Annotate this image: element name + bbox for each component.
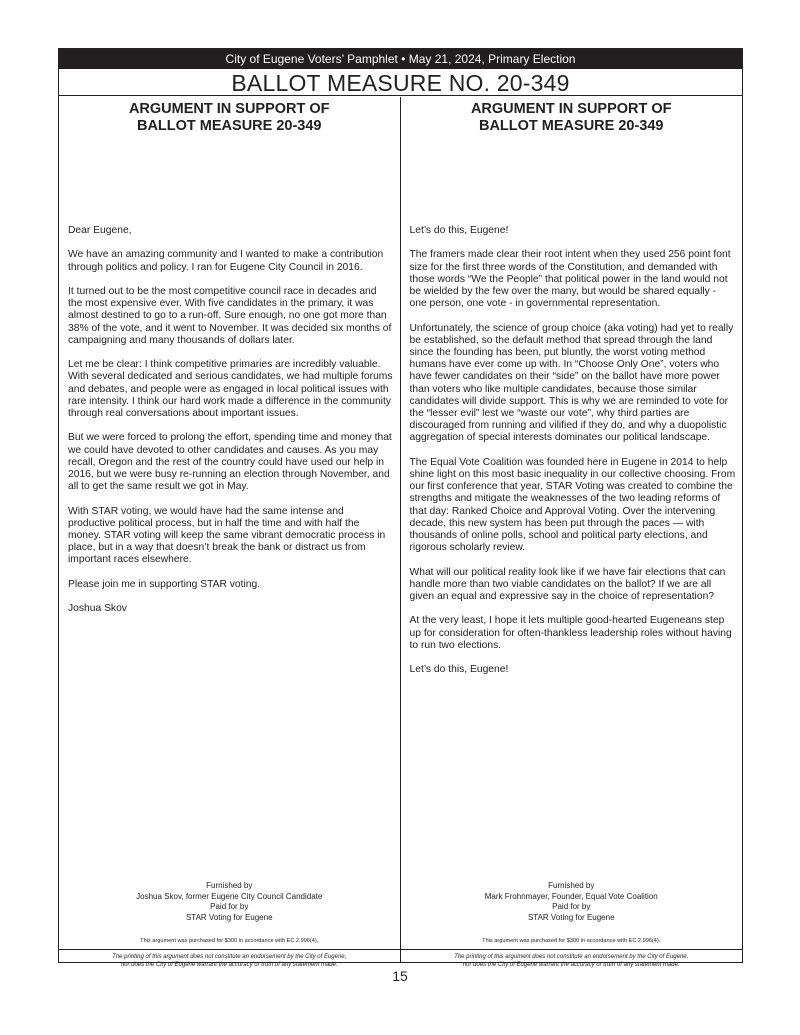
argument-paragraph: With STAR voting, we would have had the same intense and productive political process, but in half the time and with half the money. STAR voting will keep the same vibrant democratic process in place, but in a way that doesn’t break the bank or distract us from important races elsewhere.: [68, 505, 386, 566]
argument-column-left: [59, 97, 401, 968]
purchase-note: This argument was purchased for $300 in accordance with EC 2.996(4).: [482, 938, 661, 944]
pamphlet-banner: City of Eugene Voters’ Pamphlet • May 21, 2024, Primary Election: [59, 49, 742, 69]
argument-paragraph: Please join me in supporting STAR voting.: [68, 578, 261, 590]
argument-paragraph: The framers made clear their root intent when they used 256 point font size for the first three words of the Constitution, and demanded with those words “We the People” that political power in the land would not be wielded by the few over the many, but would be shared equally - one person, one vote - in governmental representation.: [409, 249, 731, 310]
argument-paragraph: We have an amazing community and I wanted to make a contribution through politics and policy. I ran for Eugene City Council in 2016.: [68, 249, 384, 273]
argument-paragraph: Let me be clear: I think competitive primaries are incredibly valuable. With several dedicated and serious candidates, we had multiple forums and debates, and people were as engaged in local political issues with rare intensity. I think our hard work made a difference in the community through real conversations about important issues.: [68, 359, 393, 419]
argument-heading: ARGUMENT IN SUPPORT OF BALLOT MEASURE 20-349: [128, 101, 330, 134]
argument-paragraph: What will our political reality look like if we have fair elections that can handle more than two viable candidates on the ballot? If we are all given an equal and expressive say in the choice of representation?: [409, 566, 726, 603]
argument-paragraph: Unfortunately, the science of group choice (aka voting) had yet to really be established, so the default method that spread through the land since the founding has been, put bluntly, the worst voting method humans have ever come up with. In “Choose Only One”, voters who have fewer candidates on their “side” on the ballot have more power than voters who like multiple candidates, because those similar candidates will divide support. This is why we are reminded to vote for the “lesser evil” lest we “waste our vote”, why third parties are discouraged from running and vilified if they do, and why a duopolistic aggregation of special interests dominates our political landscape.: [409, 322, 734, 444]
furnished-by: Furnished by Joshua Skov, former Eugene City Council Candidate Paid for by STAR Voting for Eugene: [136, 881, 323, 922]
city-disclaimer: The printing of this argument does not constitute an endorsement by the City of Eugene, nor does the City of Eugene warrant the accuracy or truth of any statement made.: [59, 949, 400, 1011]
argument-signature: Joshua Skov: [68, 603, 127, 615]
argument-paragraph: At the very least, I hope it lets multiple good-hearted Eugeneans step up for consideration for often-thankless leadership roles without having to run two elections.: [409, 615, 732, 651]
city-disclaimer: The printing of this argument does not constitute an endorsement by the City of Eugene, nor does the City of Eugene warrant the accuracy or truth of any statement made.: [401, 949, 743, 1011]
argument-body: [410, 225, 737, 689]
argument-heading: ARGUMENT IN SUPPORT OF BALLOT MEASURE 20-349: [470, 101, 672, 134]
argument-paragraph: Dear Eugene,: [68, 225, 132, 236]
argument-paragraph: Let’s do this, Eugene!: [409, 664, 509, 676]
argument-paragraph: Let’s do this, Eugene!: [409, 225, 509, 236]
measure-title: BALLOT MEASURE NO. 20-349: [59, 69, 742, 96]
argument-column-right: [401, 97, 743, 968]
argument-paragraph: The Equal Vote Coalition was founded here in Eugene in 2014 to help shine light on this most basic inequality in our collective choosing. From our first conference that year, STAR Voting was created to combine the strengths and mitigate the weaknesses of the two leading reforms of that day: Ranked Choice and Approval Voting. Over the intervening decade, this new system has been put through the paces — with thousands of online polls, school and political party elections, and rigorous scholarly review.: [409, 456, 736, 554]
argument-paragraph: It turned out to be the most competitive council race in decades and the most expensive ever. With five candidates in the primary, it was almost destined to go to a run-off. Sure enough, no one got more than 38% of the vote, and it went to November. It was decided six months of campaigning and many thousands of dollars later.: [68, 285, 392, 346]
page-number: 15: [392, 968, 408, 984]
argument-body: [68, 225, 394, 628]
purchase-note: This argument was purchased for $300 in accordance with EC 2.996(4).: [140, 938, 319, 944]
pamphlet-page-frame: [58, 48, 743, 968]
furnished-by: Furnished by Mark Frohnmayer, Founder, Equal Vote Coalition Paid for by STAR Voting for Eugene: [484, 881, 658, 922]
argument-columns: [59, 97, 742, 968]
argument-paragraph: But we were forced to prolong the effort, spending time and money that we could have devoted to other candidates and causes. As you may recall, Oregon and the rest of the country could have used our help in 2016, but we were busy re-running an election through November, and all to get the same result we got in May.: [68, 432, 392, 493]
